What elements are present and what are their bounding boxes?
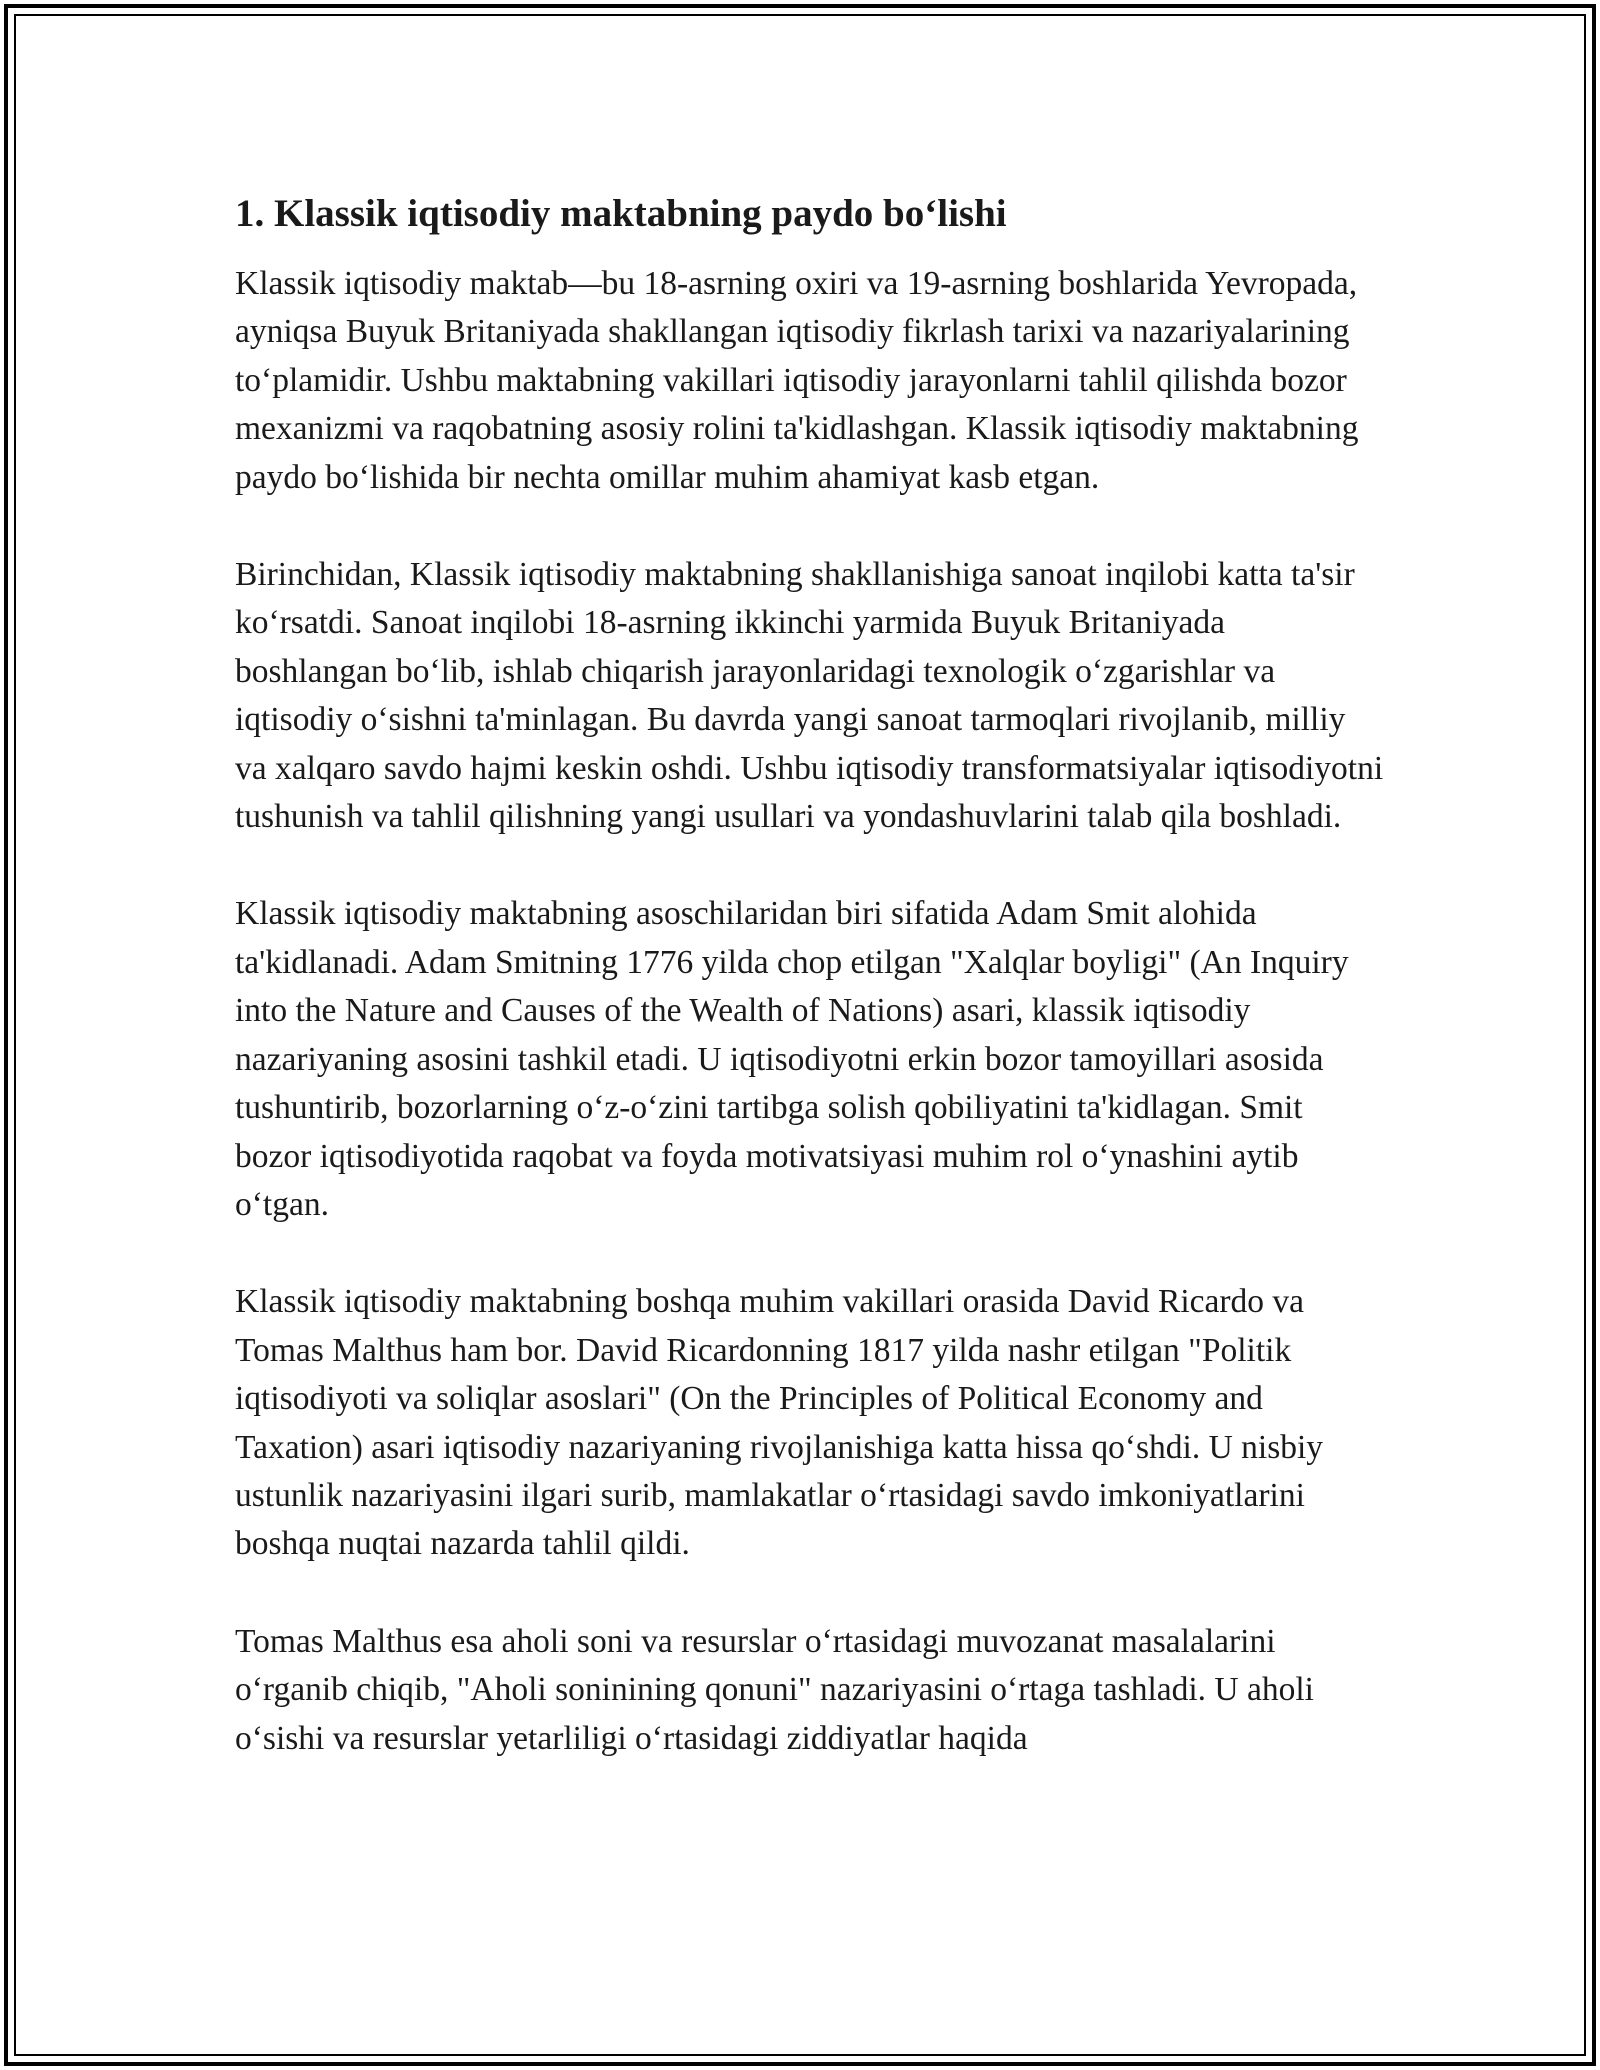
paragraph-3: Klassik iqtisodiy maktabning asoschilaridan biri sifatida Adam Smit alohida ta'kidlanadi. Adam Smitning 1776 yilda chop etilgan "Xalqlar boyligi" (An Inquiry into the Nature and Causes of the Wealth of Nations) asari, klassik iqtisodiy nazariyaning asosini tashkil etadi. U iqtisodiyotni erkin bozor tamoyillari asosida tushuntirib, bozorlarning o‘z-o‘zini tartibga solish qobiliyatini ta'kidlagan. Smit bozor iqtisodiyotida raqobat va foyda motivatsiyasi muhim rol o‘ynashini aytib o‘tgan.: [235, 895, 1349, 1223]
paragraph-4: Klassik iqtisodiy maktabning boshqa muhim vakillari orasida David Ricardo va Tomas Malthus ham bor. David Ricardonning 1817 yilda nashr etilgan "Politik iqtisodiyoti va soliqlar asoslari" (On the Principles of Political Economy and Taxation) asari iqtisodiy nazariyaning rivojlanishiga katta hissa qo‘shdi. U nisbiy ustunlik nazariyasini ilgari surib, mamlakatlar o‘rtasidagi savdo imkoniyatlarini boshqa nuqtai nazarda tahlil qildi.: [235, 1283, 1324, 1563]
paragraph-5: Tomas Malthus esa aholi soni va resurslar o‘rtasidagi muvozanat masalalarini o‘rganib chiqib, "Aholi soninining qonuni" nazariyasini o‘rtaga tashladi. U aholi o‘sishi va resurslar yetarliligi o‘rtasidagi ziddiyatlar haqida: [235, 1622, 1314, 1757]
paragraph-1: Klassik iqtisodiy maktab—bu 18-asrning oxiri va 19-asrning boshlarida Yevropada, ayniqsa Buyuk Britaniyada shakllangan iqtisodiy fikrlash tarixi va nazariyalarining to‘plamidir. Ushbu maktabning vakillari iqtisodiy jarayonlarni tahlil qilishda bozor mexanizmi va raqobatning asosiy rolini ta'kidlashgan. Klassik iqtisodiy maktabning paydo bo‘lishida bir nechta omillar muhim ahamiyat kasb etgan.: [235, 265, 1359, 496]
paragraph-2: Birinchidan, Klassik iqtisodiy maktabning shakllanishiga sanoat inqilobi katta ta'sir ko‘rsatdi. Sanoat inqilobi 18-asrning ikkinchi yarmida Buyuk Britaniyada boshlangan bo‘lib, ishlab chiqarish jarayonlaridagi texnologik o‘zgarishlar va iqtisodiy o‘sishni ta'minlagan. Bu davrda yangi sanoat tarmoqlari rivojlanib, milliy va xalqaro savdo hajmi keskin oshdi. Ushbu iqtisodiy transformatsiyalar iqtisodiyotni tushunish va tahlil qilishning yangi usullari va yondashuvlarini talab qila boshladi.: [235, 556, 1384, 836]
section-heading: 1. Klassik iqtisodiy maktabning paydo bo‘lishi: [235, 192, 1007, 235]
document-body: [235, 188, 1385, 1812]
